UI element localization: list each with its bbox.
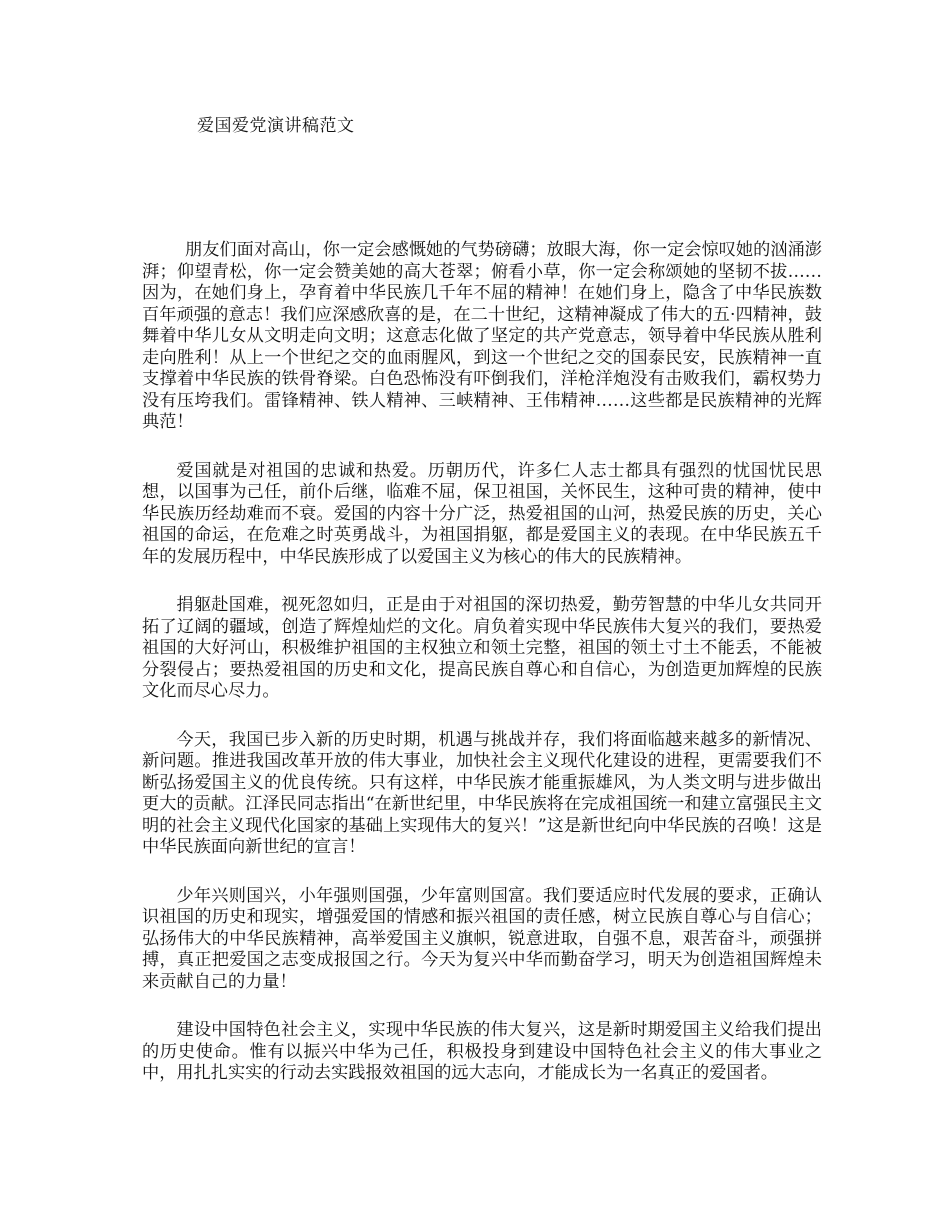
paragraph-4: 今天，我国已步入新的历史时期，机遇与挑战并存，我们将面临越来越多的新情况、新问题。推进我国改革开放的伟大事业，加快社会主义现代化建设的进程，更需要我们不断弘扬爱国主义的优良传统。只有这样，中华民族才能重振雄风，为人类文明与进步做出更大的贡献。江泽民同志指出“在新世纪里，中华民族将在完成祖国统一和建立富强民主文明的社会主义现代化国家的基础上实现伟大的复兴！”这是新世纪向中华民族的召唤！这是中华民族面向新世纪的宣言！ [142, 729, 822, 857]
paragraph-6: 建设中国特色社会主义，实现中华民族的伟大复兴，这是新时期爱国主义给我们提出的历史使命。惟有以振兴中华为己任，积极投身到建设中国特色社会主义的伟大事业之中，用扎扎实实的行动去实践报效祖国的远大志向，才能成长为一名真正的爱国者。 [142, 1020, 822, 1083]
paragraph-2: 爱国就是对祖国的忠诚和热爱。历朝历代，许多仁人志士都具有强烈的忧国忧民思想，以国事为己任，前仆后继，临难不屈，保卫祖国，关怀民生，这种可贵的精神，使中华民族历经劫难而不衰。爱国的内容十分广泛，热爱祖国的山河，热爱民族的历史，关心祖国的命运，在危难之时英勇战斗，为祖国捐躯，都是爱国主义的表现。在中华民族五千年的发展历程中，中华民族形成了以爱国主义为核心的伟大的民族精神。 [142, 460, 822, 567]
document-body [142, 240, 822, 1112]
document-title: 爱国爱党演讲稿范文 [197, 116, 355, 136]
paragraph-5: 少年兴则国兴，小年强则国强，少年富则国富。我们要适应时代发展的要求，正确认识祖国的历史和现实，增强爱国的情感和振兴祖国的责任感，树立民族自尊心与自信心；弘扬伟大的中华民族精神，高举爱国主义旗帜，锐意进取，自强不息，艰苦奋斗，顽强拼搏，真正把爱国之志变成报国之行。今天为复兴中华而勤奋学习，明天为创造祖国辉煌未来贡献自己的力量！ [142, 885, 822, 992]
paragraph-3: 捐躯赴国难，视死忽如归，正是由于对祖国的深切热爱，勤劳智慧的中华儿女共同开拓了辽阔的疆域，创造了辉煌灿烂的文化。肩负着实现中华民族伟大复兴的我们，要热爱祖国的大好河山，积极维护祖国的主权独立和领土完整，祖国的领土寸土不能丢，不能被分裂侵占；要热爱祖国的历史和文化，提高民族自尊心和自信心，为创造更加辉煌的民族文化而尽心尽力。 [142, 595, 822, 701]
paragraph-1: 朋友们面对高山，你一定会感慨她的气势磅礴；放眼大海，你一定会惊叹她的汹涌澎湃；仰望青松，你一定会赞美她的高大苍翠；俯看小草，你一定会称颂她的坚韧不拔……因为，在她们身上，孕育着中华民族几千年不屈的精神！在她们身上，隐含了中华民族数百年顽强的意志！我们应深感欣喜的是，在二十世纪，这精神凝成了伟大的五·四精神，鼓舞着中华儿女从文明走向文明；这意志化做了坚定的共产党意志，领导着中华民族从胜利走向胜利！从上一个世纪之交的血雨腥风，到这一个世纪之交的国泰民安，民族精神一直支撑着中华民族的铁骨脊梁。白色恐怖没有吓倒我们，洋枪洋炮没有击败我们，霸权势力没有压垮我们。雷锋精神、铁人精神、三峡精神、王伟精神……这些都是民族精神的光辉典范！ [142, 240, 822, 432]
